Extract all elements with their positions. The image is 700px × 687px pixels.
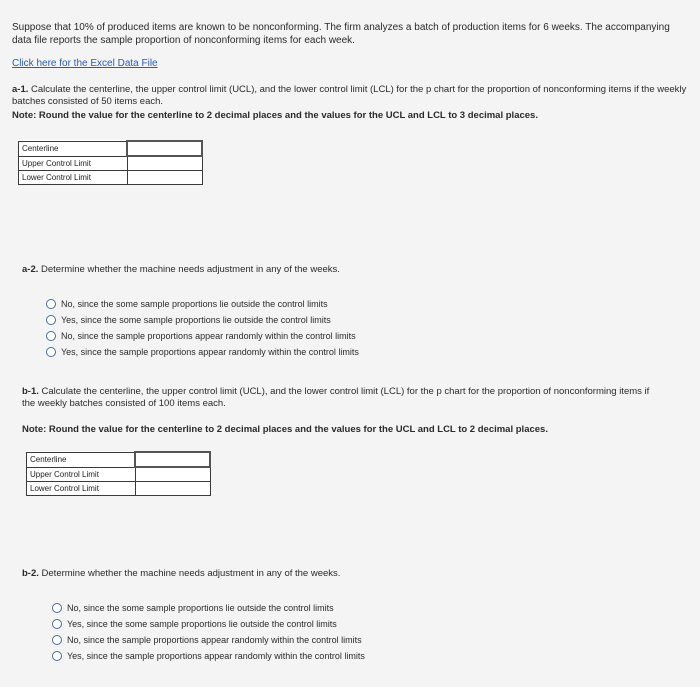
table-row xyxy=(19,171,203,185)
radio-option-a2[interactable] xyxy=(46,312,359,328)
ucl-input-a1[interactable] xyxy=(127,156,202,171)
ucl-input-b1[interactable] xyxy=(135,467,210,482)
question-a1 xyxy=(12,84,688,108)
radio-option-b2[interactable] xyxy=(52,600,365,616)
radio-button[interactable] xyxy=(46,347,56,357)
radio-button[interactable] xyxy=(52,603,62,613)
radio-option-a2[interactable] xyxy=(46,344,359,360)
lcl-input-b1[interactable] xyxy=(135,482,210,496)
radio-label: Yes, since the sample proportions appear randomly within the control limits xyxy=(61,347,359,357)
answer-table-b1 xyxy=(26,451,211,496)
note-a1: Note: Round the value for the centerline to 2 decimal places and the values for the UCL and LCL to 3 decimal places. xyxy=(12,110,538,121)
question-a1-label: a-1. xyxy=(12,84,29,95)
problem-intro: Suppose that 10% of produced items are known to be nonconforming. The firm analyzes a batch of production items for 6 weeks. The accompanying data file reports the sample proportion of nonconforming items for each week. xyxy=(12,22,670,46)
radio-option-b2[interactable] xyxy=(52,648,365,664)
row-label-lcl: Lower Control Limit xyxy=(27,482,136,496)
row-label-ucl: Upper Control Limit xyxy=(27,467,136,482)
radio-option-a2[interactable] xyxy=(46,296,359,312)
note-b1: Note: Round the value for the centerline to 2 decimal places and the values for the UCL and LCL to 2 decimal places. xyxy=(22,424,548,435)
question-b2-label: b-2. xyxy=(22,568,39,579)
question-b1-text: Calculate the centerline, the upper control limit (UCL), and the lower control limit (LCL) for the p chart for the proportion of nonconforming items if the weekly batches consisted of 100 items each. xyxy=(22,386,650,409)
radio-button[interactable] xyxy=(52,635,62,645)
question-b2 xyxy=(22,568,340,580)
radio-label: No, since the some sample proportions lie outside the control limits xyxy=(67,603,334,613)
centerline-input-b1[interactable] xyxy=(135,452,210,467)
row-label-centerline: Centerline xyxy=(19,141,128,156)
radio-label: No, since the some sample proportions lie outside the control limits xyxy=(61,299,328,309)
row-label-lcl: Lower Control Limit xyxy=(19,171,128,185)
question-b1 xyxy=(22,386,662,410)
answer-table-a1 xyxy=(18,140,203,185)
radio-option-a2[interactable] xyxy=(46,328,359,344)
table-row xyxy=(19,156,203,171)
radio-label: Yes, since the some sample proportions lie outside the control limits xyxy=(67,619,337,629)
radio-label: No, since the sample proportions appear randomly within the control limits xyxy=(61,331,356,341)
row-label-ucl: Upper Control Limit xyxy=(19,156,128,171)
question-a2-label: a-2. xyxy=(22,264,39,275)
radio-label: No, since the sample proportions appear randomly within the control limits xyxy=(67,635,362,645)
question-a1-text: Calculate the centerline, the upper control limit (UCL), and the lower control limit (LCL) for the p chart for the proportion of nonconforming items if the weekly batches consisted of 50 items each. xyxy=(12,84,687,107)
radio-option-b2[interactable] xyxy=(52,632,365,648)
table-row xyxy=(27,467,211,482)
radio-button[interactable] xyxy=(52,651,62,661)
excel-data-link[interactable]: Click here for the Excel Data File xyxy=(12,58,158,69)
centerline-input-a1[interactable] xyxy=(127,141,202,156)
radio-option-b2[interactable] xyxy=(52,616,365,632)
table-row xyxy=(19,141,203,156)
radio-group-a2 xyxy=(46,296,359,360)
question-a2-text: Determine whether the machine needs adjustment in any of the weeks. xyxy=(38,264,340,275)
radio-label: Yes, since the sample proportions appear randomly within the control limits xyxy=(67,651,365,661)
question-a2 xyxy=(22,264,340,276)
radio-button[interactable] xyxy=(46,315,56,325)
question-b2-text: Determine whether the machine needs adjustment in any of the weeks. xyxy=(38,568,341,579)
table-row xyxy=(27,482,211,496)
row-label-centerline: Centerline xyxy=(27,452,136,467)
radio-button[interactable] xyxy=(46,299,56,309)
radio-group-b2 xyxy=(52,600,365,664)
radio-label: Yes, since the some sample proportions lie outside the control limits xyxy=(61,315,331,325)
radio-button[interactable] xyxy=(52,619,62,629)
lcl-input-a1[interactable] xyxy=(127,171,202,185)
question-b1-label: b-1. xyxy=(22,386,39,397)
radio-button[interactable] xyxy=(46,331,56,341)
table-row xyxy=(27,452,211,467)
